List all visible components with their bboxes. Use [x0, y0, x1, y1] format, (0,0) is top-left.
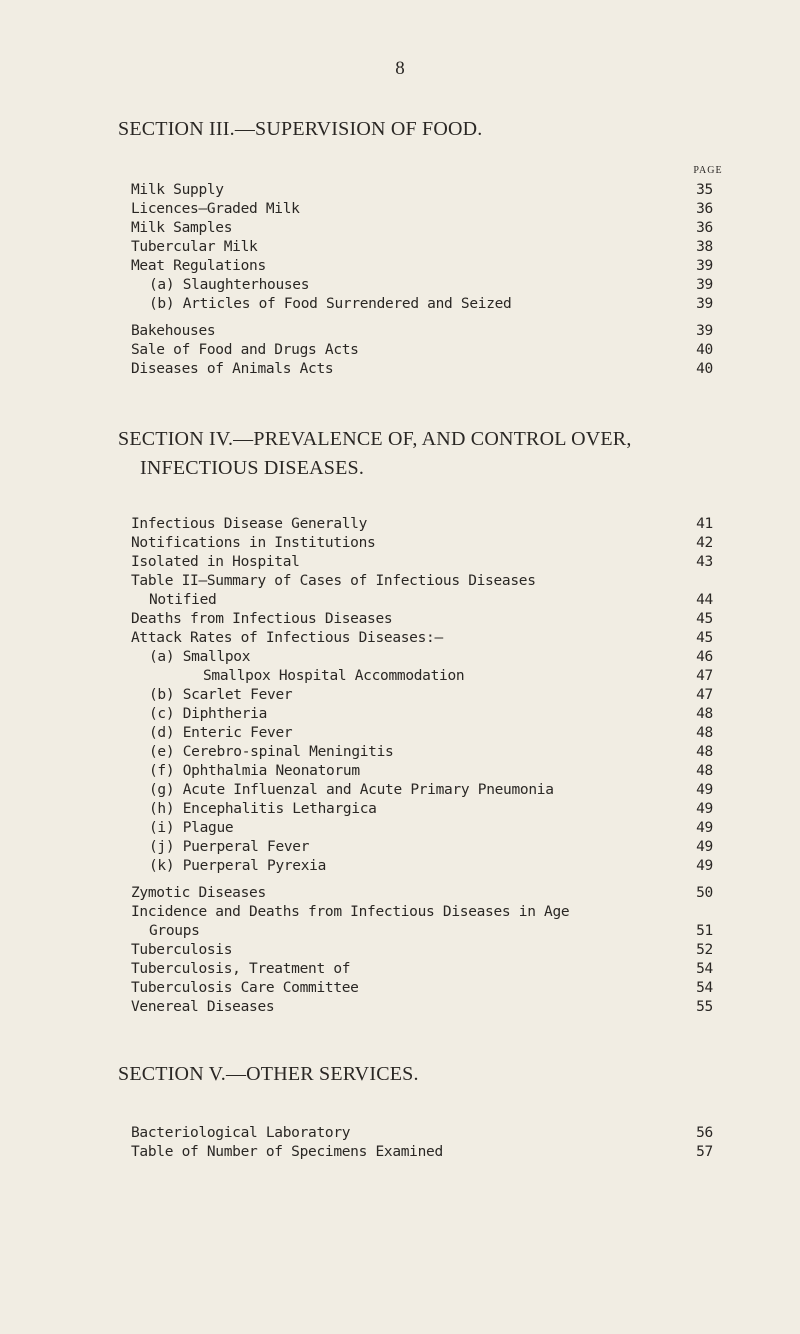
- toc-entry: [131, 554, 713, 573]
- toc-entry-page: 51: [696, 923, 713, 939]
- toc-entry: [131, 782, 713, 801]
- toc-entry: [131, 885, 713, 904]
- section-heading: [118, 1060, 419, 1089]
- toc-entry-page: 45: [696, 630, 713, 646]
- toc-entry-page: 49: [696, 820, 713, 836]
- toc-entry-page: 39: [696, 277, 713, 293]
- toc-entry: [131, 687, 713, 706]
- toc-entry: [131, 277, 713, 296]
- toc-entry-label: Sale of Food and Drugs Acts: [131, 342, 359, 358]
- section-title: SECTION III.—SUPERVISION OF FOOD.: [118, 118, 483, 140]
- toc-entry-page: 42: [696, 535, 713, 551]
- toc-entry-label: (d) Enteric Fever: [149, 725, 293, 741]
- toc-entry-page: 35: [696, 182, 713, 198]
- toc-entry: [131, 961, 713, 980]
- toc-list: [131, 1125, 713, 1163]
- toc-entry-label: Table of Number of Specimens Examined: [131, 1144, 443, 1160]
- toc-entry-page: 39: [696, 296, 713, 312]
- toc-entry: [131, 763, 713, 782]
- toc-entry-label: Milk Samples: [131, 220, 233, 236]
- page-number: 8: [395, 58, 405, 79]
- toc-entry-label: Notified: [149, 592, 217, 608]
- toc-entry-label: (b) Articles of Food Surrendered and Seized: [149, 296, 512, 312]
- toc-entry-page: 41: [696, 516, 713, 532]
- toc-entry: [131, 668, 713, 687]
- toc-entry: [131, 201, 713, 220]
- toc-entry-label: Groups: [149, 923, 200, 939]
- toc-entry-label: Tuberculosis: [131, 942, 233, 958]
- toc-entry-label: Attack Rates of Infectious Diseases:—: [131, 630, 443, 646]
- toc-list: [131, 516, 713, 1018]
- toc-entry-page: 38: [696, 239, 713, 255]
- page-column-header: PAGE: [693, 165, 723, 176]
- toc-entry-page: 49: [696, 801, 713, 817]
- toc-entry-label: Venereal Diseases: [131, 999, 275, 1015]
- toc-entry: [131, 296, 713, 315]
- toc-entry: [131, 323, 713, 342]
- toc-entry-page: 39: [696, 323, 713, 339]
- toc-entry: [131, 220, 713, 239]
- toc-entry-page: 49: [696, 839, 713, 855]
- toc-entry-page: 40: [696, 342, 713, 358]
- section-title: SECTION IV.—PREVALENCE OF, AND CONTROL OVER,: [118, 428, 632, 450]
- toc-entry-label: Bakehouses: [131, 323, 216, 339]
- toc-entry-label: Deaths from Infectious Diseases: [131, 611, 393, 627]
- toc-entry: [131, 516, 713, 535]
- toc-entry: [131, 820, 713, 839]
- toc-entry: [131, 182, 713, 201]
- toc-entry-page: 45: [696, 611, 713, 627]
- entry-gap: [131, 315, 713, 323]
- toc-entry: [131, 980, 713, 999]
- toc-entry-page: 47: [696, 687, 713, 703]
- toc-entry: [131, 342, 713, 361]
- toc-entry: [131, 725, 713, 744]
- toc-entry-page: 48: [696, 763, 713, 779]
- toc-entry-label: Tuberculosis Care Committee: [131, 980, 359, 996]
- toc-entry-label: (e) Cerebro-spinal Meningitis: [149, 744, 394, 760]
- section-title: SECTION V.—OTHER SERVICES.: [118, 1063, 419, 1085]
- toc-entry-page: 49: [696, 858, 713, 874]
- toc-entry: [131, 801, 713, 820]
- toc-entry-page: 43: [696, 554, 713, 570]
- toc-entry-label: (a) Smallpox: [149, 649, 251, 665]
- toc-entry-label: (h) Encephalitis Lethargica: [149, 801, 377, 817]
- toc-entry: [131, 611, 713, 630]
- toc-entry-page: 48: [696, 725, 713, 741]
- toc-entry-label: (f) Ophthalmia Neonatorum: [149, 763, 360, 779]
- toc-entry-page: 49: [696, 782, 713, 798]
- toc-entry-label: Tubercular Milk: [131, 239, 258, 255]
- toc-entry-label: Licences—Graded Milk: [131, 201, 300, 217]
- toc-entry-page: 50: [696, 885, 713, 901]
- toc-entry: [131, 706, 713, 725]
- section-heading: [118, 425, 632, 483]
- toc-entry-page: 36: [696, 220, 713, 236]
- toc-entry-page: 56: [696, 1125, 713, 1141]
- toc-entry-label: Infectious Disease Generally: [131, 516, 368, 532]
- toc-entry-page: 57: [696, 1144, 713, 1160]
- toc-entry-page: 40: [696, 361, 713, 377]
- toc-entry-label: (c) Diphtheria: [149, 706, 268, 722]
- toc-entry: [131, 592, 713, 611]
- toc-entry-label: (j) Puerperal Fever: [149, 839, 310, 855]
- toc-entry: [131, 1144, 713, 1163]
- toc-entry-label: (b) Scarlet Fever: [149, 687, 293, 703]
- toc-entry: [131, 942, 713, 961]
- toc-entry: [131, 904, 713, 923]
- toc-entry-page: 39: [696, 258, 713, 274]
- toc-entry-page: 55: [696, 999, 713, 1015]
- toc-entry-page: 54: [696, 980, 713, 996]
- toc-entry-label: (i) Plague: [149, 820, 234, 836]
- toc-entry-label: Zymotic Diseases: [131, 885, 266, 901]
- entry-gap: [131, 877, 713, 885]
- toc-entry: [131, 744, 713, 763]
- toc-entry: [131, 258, 713, 277]
- toc-entry-label: Table II—Summary of Cases of Infectious Diseases: [131, 573, 536, 589]
- toc-entry: [131, 858, 713, 877]
- toc-entry: [131, 361, 713, 380]
- toc-entry: [131, 923, 713, 942]
- toc-entry-label: Incidence and Deaths from Infectious Diseases in Age: [131, 904, 570, 920]
- toc-entry: [131, 535, 713, 554]
- toc-entry: [131, 1125, 713, 1144]
- toc-entry-label: Tuberculosis, Treatment of: [131, 961, 351, 977]
- toc-entry-label: (a) Slaughterhouses: [149, 277, 310, 293]
- toc-entry-label: Isolated in Hospital: [131, 554, 300, 570]
- toc-entry-label: Notifications in Institutions: [131, 535, 376, 551]
- toc-entry-label: Bacteriological Laboratory: [131, 1125, 351, 1141]
- toc-entry-page: 46: [696, 649, 713, 665]
- toc-entry: [131, 999, 713, 1018]
- toc-entry-page: 44: [696, 592, 713, 608]
- section-title-continuation: INFECTIOUS DISEASES.: [140, 457, 365, 479]
- toc-entry-page: 47: [696, 668, 713, 684]
- toc-entry-page: 48: [696, 744, 713, 760]
- toc-entry: [131, 239, 713, 258]
- toc-entry-page: 52: [696, 942, 713, 958]
- toc-entry-page: 48: [696, 706, 713, 722]
- toc-entry: [131, 839, 713, 858]
- toc-entry-page: 54: [696, 961, 713, 977]
- toc-entry: [131, 649, 713, 668]
- toc-entry-label: (g) Acute Influenzal and Acute Primary Pneumonia: [149, 782, 554, 798]
- toc-entry-page: 36: [696, 201, 713, 217]
- toc-entry-label: Diseases of Animals Acts: [131, 361, 334, 377]
- toc-entry-label: Milk Supply: [131, 182, 224, 198]
- toc-entry-label: Smallpox Hospital Accommodation: [203, 668, 465, 684]
- toc-entry: [131, 630, 713, 649]
- toc-list: [131, 182, 713, 380]
- toc-entry-label: Meat Regulations: [131, 258, 266, 274]
- toc-entry-label: (k) Puerperal Pyrexia: [149, 858, 327, 874]
- section-heading: [118, 115, 482, 144]
- toc-entry: [131, 573, 713, 592]
